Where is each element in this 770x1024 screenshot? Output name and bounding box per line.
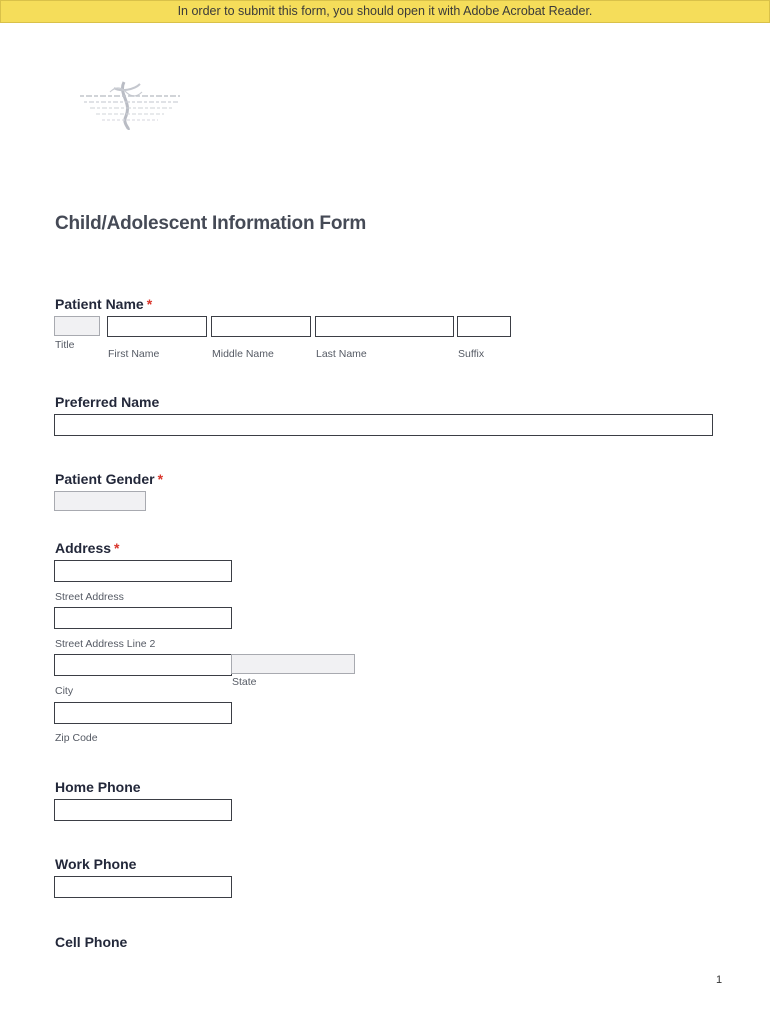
gender-select[interactable] xyxy=(54,491,146,511)
title-select[interactable] xyxy=(54,316,100,336)
city-field[interactable] xyxy=(54,654,232,676)
patient-gender-label-text: Patient Gender xyxy=(55,471,155,487)
work-phone-field[interactable] xyxy=(54,876,232,898)
street-address-field[interactable] xyxy=(54,560,232,582)
home-phone-label: Home Phone xyxy=(55,779,141,795)
state-sublabel: State xyxy=(232,676,257,688)
patient-name-label xyxy=(55,296,152,312)
last-name-field[interactable] xyxy=(315,316,454,337)
preferred-name-field[interactable] xyxy=(54,414,713,436)
zip-code-field[interactable] xyxy=(54,702,232,724)
last-name-sublabel: Last Name xyxy=(316,348,367,360)
address-label xyxy=(55,540,119,556)
city-sublabel: City xyxy=(55,685,74,697)
address-label-text: Address xyxy=(55,540,112,556)
practice-logo xyxy=(74,78,186,130)
street-address-line2-field[interactable] xyxy=(54,607,232,629)
cell-phone-label: Cell Phone xyxy=(55,934,128,950)
page-number: 1 xyxy=(716,974,723,986)
street-address-sublabel: Street Address xyxy=(55,591,124,603)
home-phone-field[interactable] xyxy=(54,799,232,821)
middle-name-sublabel: Middle Name xyxy=(212,348,274,360)
required-asterisk: * xyxy=(157,471,164,487)
acrobat-notice-banner: In order to submit this form, you should open it with Adobe Acrobat Reader. xyxy=(0,0,770,23)
state-select[interactable] xyxy=(231,654,355,674)
form-title: Child/Adolescent Information Form xyxy=(55,213,367,234)
title-sublabel: Title xyxy=(55,339,75,351)
first-name-sublabel: First Name xyxy=(108,348,160,360)
zip-code-sublabel: Zip Code xyxy=(55,732,98,744)
work-phone-label: Work Phone xyxy=(55,856,137,872)
patient-name-label-text: Patient Name xyxy=(55,296,144,312)
street-address-line2-sublabel: Street Address Line 2 xyxy=(55,638,156,650)
patient-gender-label xyxy=(55,471,163,487)
suffix-field[interactable] xyxy=(457,316,511,337)
required-asterisk: * xyxy=(146,296,153,312)
suffix-sublabel: Suffix xyxy=(458,348,485,360)
middle-name-field[interactable] xyxy=(211,316,311,337)
preferred-name-label: Preferred Name xyxy=(55,394,160,410)
required-asterisk: * xyxy=(114,540,120,556)
first-name-field[interactable] xyxy=(107,316,207,337)
